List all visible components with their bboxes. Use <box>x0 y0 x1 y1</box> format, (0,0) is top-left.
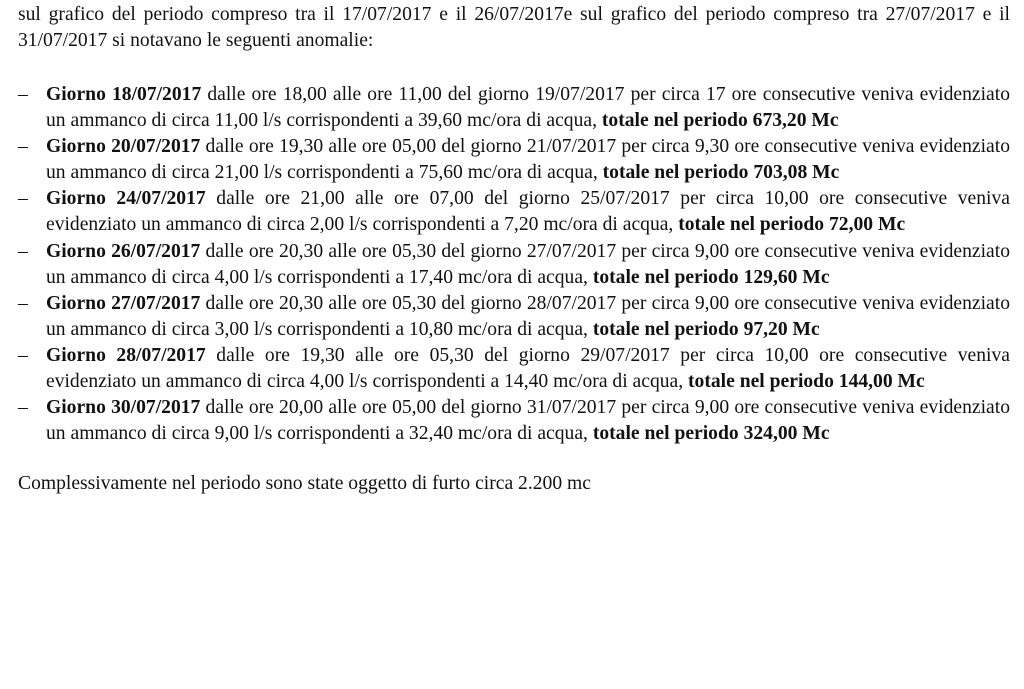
item-day: Giorno 28/07/2017 <box>46 344 206 366</box>
item-total: totale nel periodo 144,00 Mc <box>688 371 925 393</box>
item-total: totale nel periodo 673,20 Mc <box>601 110 839 132</box>
dash-bullet: – <box>18 344 28 366</box>
dash-bullet: – <box>18 188 28 210</box>
anomalies-list <box>18 82 1010 447</box>
dash-bullet: – <box>18 240 28 262</box>
item-day: Giorno 24/07/2017 <box>46 188 206 210</box>
dash-bullet: – <box>18 292 28 314</box>
item-text: dalle ore 20,30 alle ore 05,30 del giorno 28/07/2017 per circa 9,00 ore consecutive veniva evidenziato un ammanco di circa 3,00 l/s corrispondenti a 10,80 mc/ora di acqua, <box>46 292 1010 340</box>
intro-paragraph: sul grafico del periodo compreso tra il 17/07/2017 e il 26/07/2017e sul grafico del periodo compreso tra 27/07/2017 e il 31/07/2017 si notavano le seguenti anomalie: <box>18 4 1010 51</box>
list-item <box>18 134 1010 186</box>
item-total: totale nel periodo 324,00 Mc <box>592 423 830 445</box>
item-total: totale nel periodo 72,00 Mc <box>678 214 906 236</box>
list-item <box>18 82 1010 134</box>
item-total: totale nel periodo 97,20 Mc <box>592 318 820 340</box>
dash-bullet: – <box>18 397 28 419</box>
item-total: totale nel periodo 129,60 Mc <box>592 266 830 288</box>
item-text: dalle ore 19,30 alle ore 05,30 del giorno 29/07/2017 per circa 10,00 ore consecutive veniva evidenziato un ammanco di circa 4,00 l/s corrispondenti a 14,40 mc/ora di acqua, <box>46 344 1010 393</box>
item-text: dalle ore 19,30 alle ore 05,00 del giorno 21/07/2017 per circa 9,30 ore consecutive veniva evidenziato un ammanco di circa 21,00 l/s corrispondenti a 75,60 mc/ora di acqua, <box>46 136 1010 184</box>
list-item <box>18 343 1010 395</box>
item-day: Giorno 27/07/2017 <box>46 292 201 314</box>
item-text: dalle ore 20,30 alle ore 05,30 del giorno 27/07/2017 per circa 9,00 ore consecutive veniva evidenziato un ammanco di circa 4,00 l/s corrispondenti a 17,40 mc/ora di acqua, <box>46 240 1010 288</box>
list-item <box>18 291 1010 343</box>
item-day: Giorno 20/07/2017 <box>46 136 201 158</box>
list-item <box>18 186 1010 238</box>
item-text: dalle ore 20,00 alle ore 05,00 del giorno 31/07/2017 per circa 9,00 ore consecutive veniva evidenziato un ammanco di circa 9,00 l/s corrispondenti a 32,40 mc/ora di acqua, <box>46 397 1010 445</box>
item-day: Giorno 30/07/2017 <box>46 397 201 419</box>
list-item <box>18 239 1010 291</box>
summary-paragraph: Complessivamente nel periodo sono state oggetto di furto circa 2.200 mc <box>18 473 591 495</box>
list-item <box>18 395 1010 447</box>
item-day: Giorno 26/07/2017 <box>46 240 201 262</box>
item-text: dalle ore 18,00 alle ore 11,00 del giorno 19/07/2017 per circa 17 ore consecutive veniva evidenziato un ammanco di circa 11,00 l/s corrispondenti a 39,60 mc/ora di acqua, <box>46 84 1010 132</box>
item-total: totale nel periodo 703,08 Mc <box>602 162 840 184</box>
item-day: Giorno 18/07/2017 <box>46 84 202 105</box>
item-text: dalle ore 21,00 alle ore 07,00 del giorno 25/07/2017 per circa 10,00 ore consecutive veniva evidenziato un ammanco di circa 2,00 l/s corrispondenti a 7,20 mc/ora di acqua, <box>46 188 1010 236</box>
dash-bullet: – <box>18 136 28 158</box>
dash-bullet: – <box>18 84 28 105</box>
document-page <box>18 2 1010 497</box>
